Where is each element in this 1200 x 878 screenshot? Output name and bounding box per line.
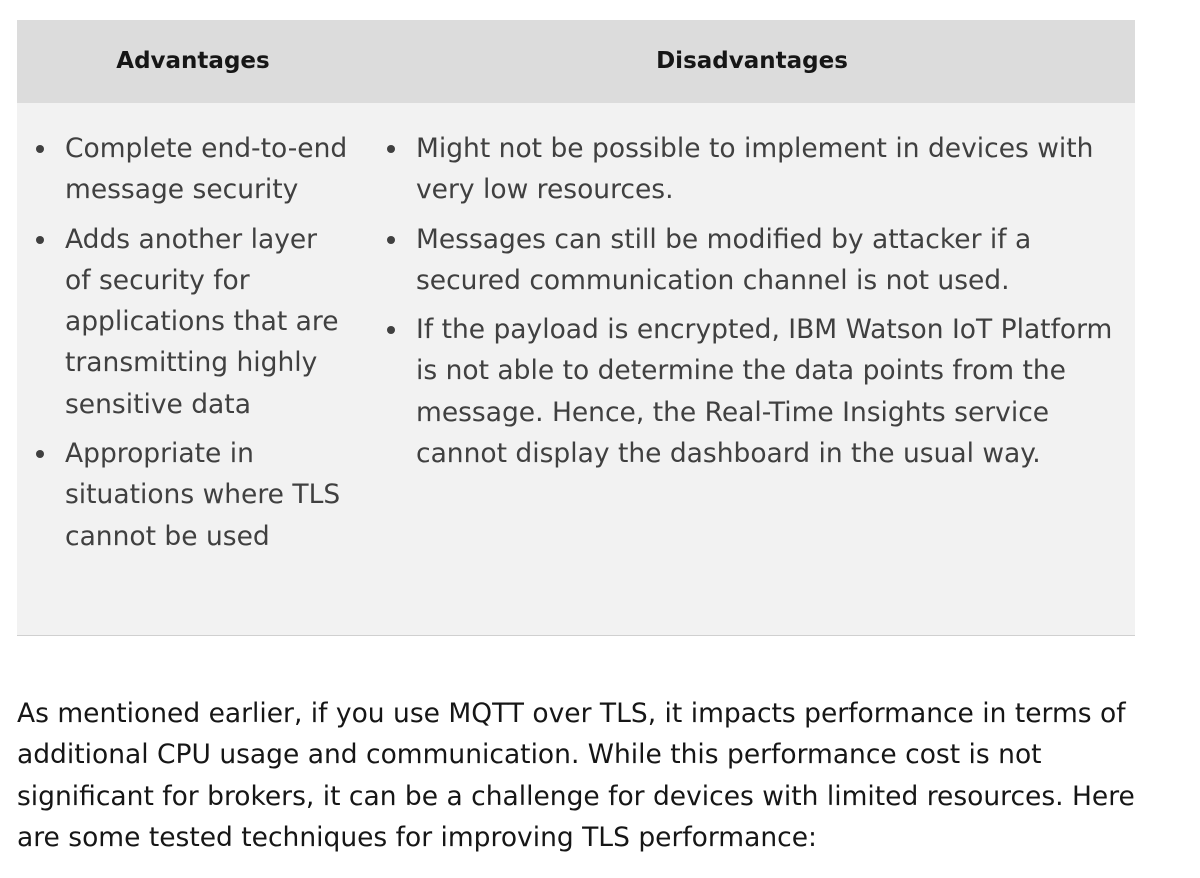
body-paragraph: As mentioned earlier, if you use MQTT over TLS, it impacts performance in terms of additional CPU usage and communication. While this performance cost is not significant for brokers, it can be a challenge for devices with limited resources. Here are some tested techniques for improving TLS performance:: [17, 698, 1135, 853]
advantage-text: Adds another layer of security for applications that are transmitting highly sensitive data: [65, 223, 339, 420]
disadvantages-header: Disadvantages: [656, 48, 848, 74]
advantage-text: Complete end-to-end message security: [65, 133, 348, 206]
advantages-list: [17, 128, 369, 557]
advantages-cell: [17, 128, 369, 565]
disadvantage-item: [369, 128, 1128, 211]
bullet-icon: [387, 326, 395, 334]
advantage-item: [17, 128, 350, 211]
disadvantage-text: If the payload is encrypted, IBM Watson IoT Platform is not able to determine the data points from the message. Hence, the Real-Time Insights service cannot display the dashboard in the usual way.: [416, 314, 1113, 470]
bullet-icon: [387, 145, 395, 153]
advantage-item: [17, 433, 350, 557]
advantage-item: [17, 219, 350, 425]
bullet-icon: [36, 236, 44, 244]
disadvantage-item: [369, 219, 1128, 302]
advantage-text: Appropriate in situations where TLS cannot be used: [65, 438, 341, 552]
bullet-icon: [387, 236, 395, 244]
bullet-icon: [36, 145, 44, 153]
comparison-table: [17, 20, 1135, 636]
disadvantage-text: Might not be possible to implement in devices with very low resources.: [416, 133, 1094, 206]
disadvantages-cell: [369, 128, 1135, 482]
table-header-row: [17, 20, 1135, 103]
bullet-icon: [36, 450, 44, 458]
advantages-header: Advantages: [116, 48, 270, 74]
disadvantages-list: [369, 128, 1135, 474]
disadvantage-item: [369, 309, 1128, 474]
disadvantage-text: Messages can still be modified by attacker if a secured communication channel is not used.: [416, 223, 1032, 296]
